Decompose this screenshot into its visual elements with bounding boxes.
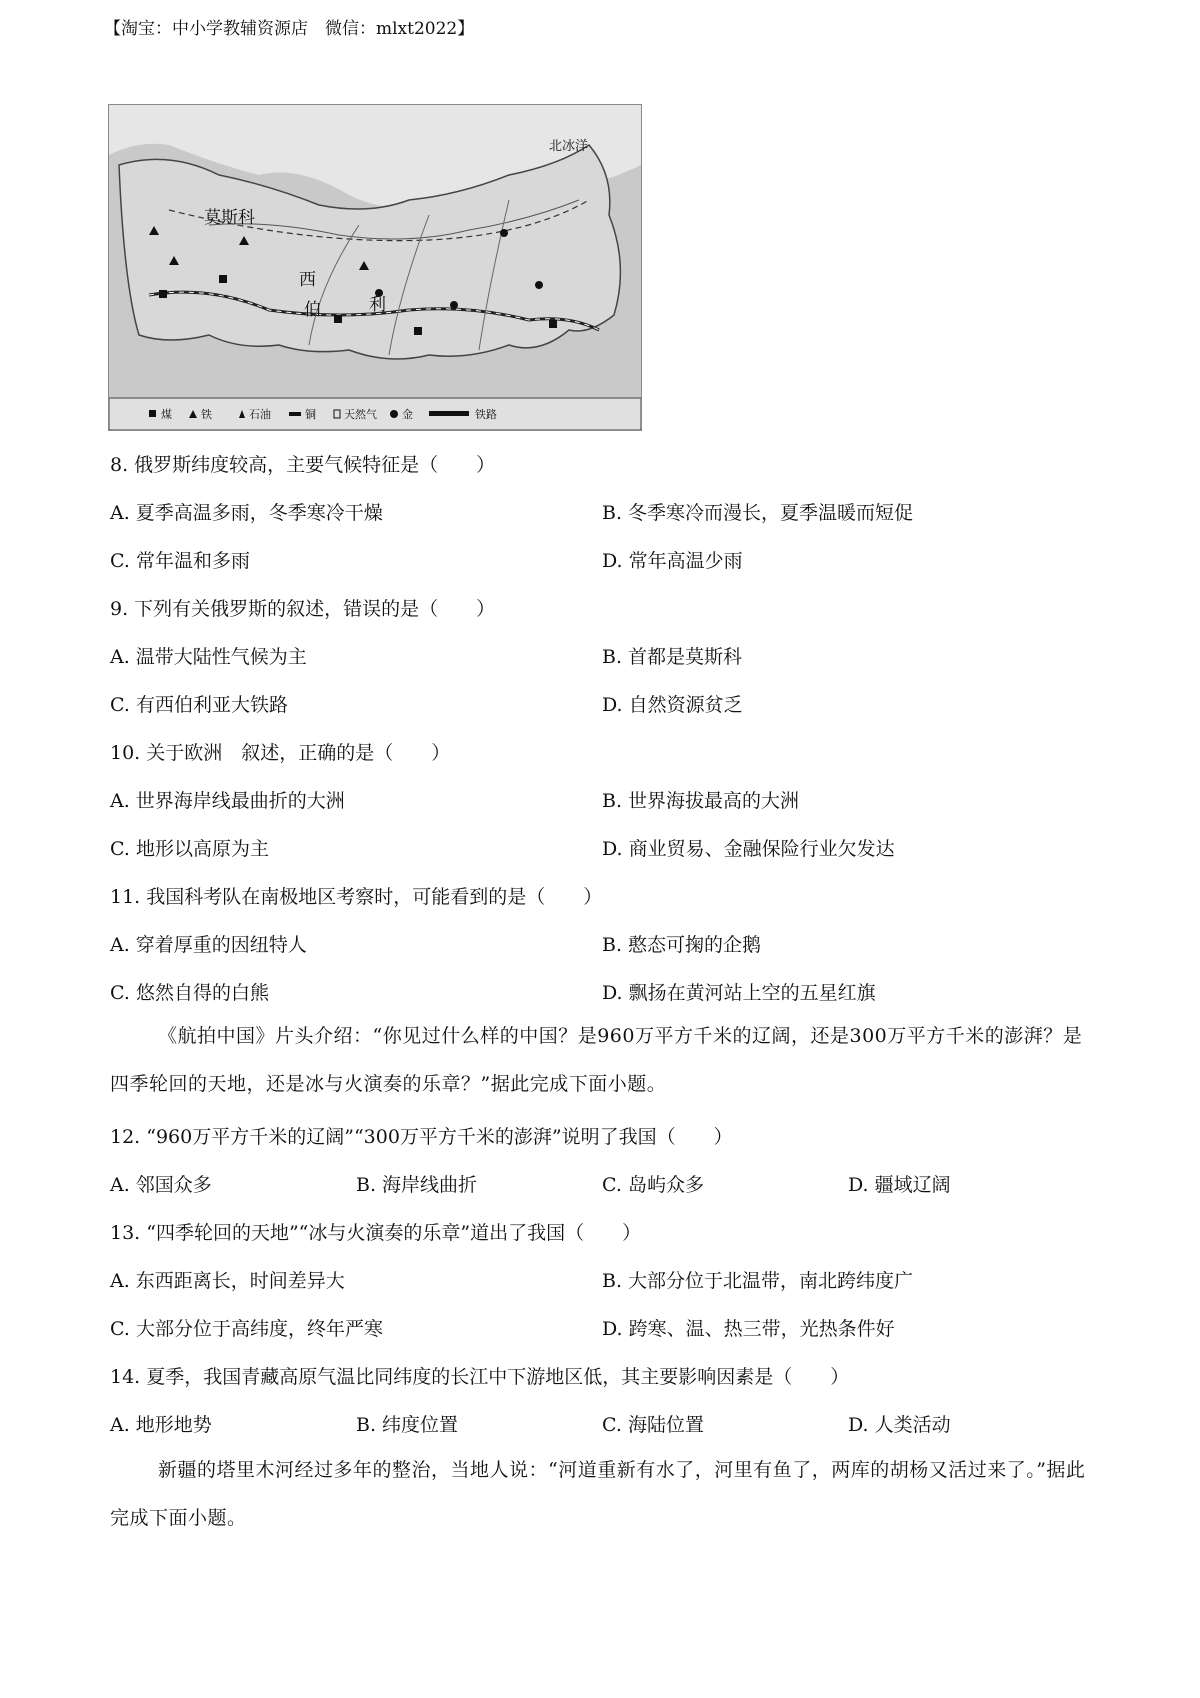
question-10-option-d: D. 商业贸易、金融保险行业欠发达 <box>602 838 895 860</box>
map-label-siberia-1: 西 <box>299 270 316 290</box>
question-10-option-c: C. 地形以高原为主 <box>110 838 269 860</box>
question-8-option-b: B. 冬季寒冷而漫长，夏季温暖而短促 <box>602 502 914 524</box>
question-8-option-d: D. 常年高温少雨 <box>602 550 743 572</box>
question-14-option-a: A. 地形地势 <box>110 1414 212 1436</box>
question-8-option-c: C. 常年温和多雨 <box>110 550 250 572</box>
question-13-option-c: C. 大部分位于高纬度，终年严寒 <box>110 1318 383 1340</box>
question-12-option-c: C. 岛屿众多 <box>602 1174 704 1196</box>
passage-tarim-river: 新疆的塔里木河经过多年的整治，当地人说：“河道重新有水了，河里有鱼了，两库的胡杨又活过来了。”据此完成下面小题。 <box>110 1459 1086 1529</box>
question-9-option-b: B. 首都是莫斯科 <box>602 646 743 668</box>
question-8-stem: 8. 俄罗斯纬度较高，主要气候特征是（ ） <box>110 454 496 476</box>
map-graphic <box>109 105 641 430</box>
legend-iron: 铁 <box>201 408 212 421</box>
legend-gas: 天然气 <box>344 408 377 421</box>
question-10-option-a: A. 世界海岸线最曲折的大洲 <box>110 790 345 812</box>
question-11-option-d: D. 飘扬在黄河站上空的五星红旗 <box>602 982 876 1004</box>
map-label-arctic: 北冰洋 <box>549 139 589 154</box>
question-9-stem: 9. 下列有关俄罗斯的叙述，错误的是（ ） <box>110 598 496 620</box>
question-14-option-c: C. 海陆位置 <box>602 1414 704 1436</box>
legend-railway: 铁路 <box>475 408 497 421</box>
question-10-option-b: B. 世界海拔最高的大洲 <box>602 790 800 812</box>
question-10-stem: 10. 关于欧洲 叙述，正确的是（ ） <box>110 742 451 764</box>
question-11-option-a: A. 穿着厚重的因纽特人 <box>110 934 307 956</box>
question-9-option-a: A. 温带大陆性气候为主 <box>110 646 307 668</box>
passage-hangpai-zhongguo: 《航拍中国》片头介绍：“你见过什么样的中国？是960万平方千米的辽阔，还是300万平方千米的澎湃？是四季轮回的天地，还是冰与火演奏的乐章？”据此完成下面小题。 <box>110 1025 1083 1095</box>
map-label-moscow: 莫斯科 <box>204 208 255 228</box>
question-12-option-d: D. 疆域辽阔 <box>848 1174 951 1196</box>
question-14-stem: 14. 夏季，我国青藏高原气温比同纬度的长江中下游地区低，其主要影响因素是（ ） <box>110 1366 850 1388</box>
question-14-option-b: B. 纬度位置 <box>356 1414 459 1436</box>
map-label-siberia-2: 伯 <box>304 300 321 320</box>
question-12-option-a: A. 邻国众多 <box>110 1174 212 1196</box>
legend-gold: 金 <box>402 408 413 421</box>
question-9-option-c: C. 有西伯利亚大铁路 <box>110 694 288 716</box>
legend-copper: 铜 <box>305 408 316 421</box>
page-header: 【淘宝：中小学教辅资源店 微信：mlxt2022】 <box>104 19 475 39</box>
question-9-option-d: D. 自然资源贫乏 <box>602 694 743 716</box>
question-13-option-d: D. 跨寒、温、热三带，光热条件好 <box>602 1318 895 1340</box>
question-13-option-a: A. 东西距离长，时间差异大 <box>110 1270 345 1292</box>
question-12-stem: 12. “960万平方千米的辽阔”“300万平方千米的澎湃”说明了我国（ ） <box>110 1126 733 1148</box>
question-14-option-d: D. 人类活动 <box>848 1414 951 1436</box>
question-13-stem: 13. “四季轮回的天地”“冰与火演奏的乐章”道出了我国（ ） <box>110 1222 642 1244</box>
question-11-stem: 11. 我国科考队在南极地区考察时，可能看到的是（ ） <box>110 886 603 908</box>
russia-resource-map <box>108 104 642 431</box>
legend-oil: 石油 <box>249 408 271 421</box>
question-11-option-b: B. 憨态可掬的企鹅 <box>602 934 762 956</box>
legend-coal: 煤 <box>161 408 172 421</box>
question-8-option-a: A. 夏季高温多雨，冬季寒冷干燥 <box>110 502 383 524</box>
question-13-option-b: B. 大部分位于北温带，南北跨纬度广 <box>602 1270 914 1292</box>
question-11-option-c: C. 悠然自得的白熊 <box>110 982 269 1004</box>
question-12-option-b: B. 海岸线曲折 <box>356 1174 478 1196</box>
map-label-siberia-3: 利 <box>369 295 386 315</box>
